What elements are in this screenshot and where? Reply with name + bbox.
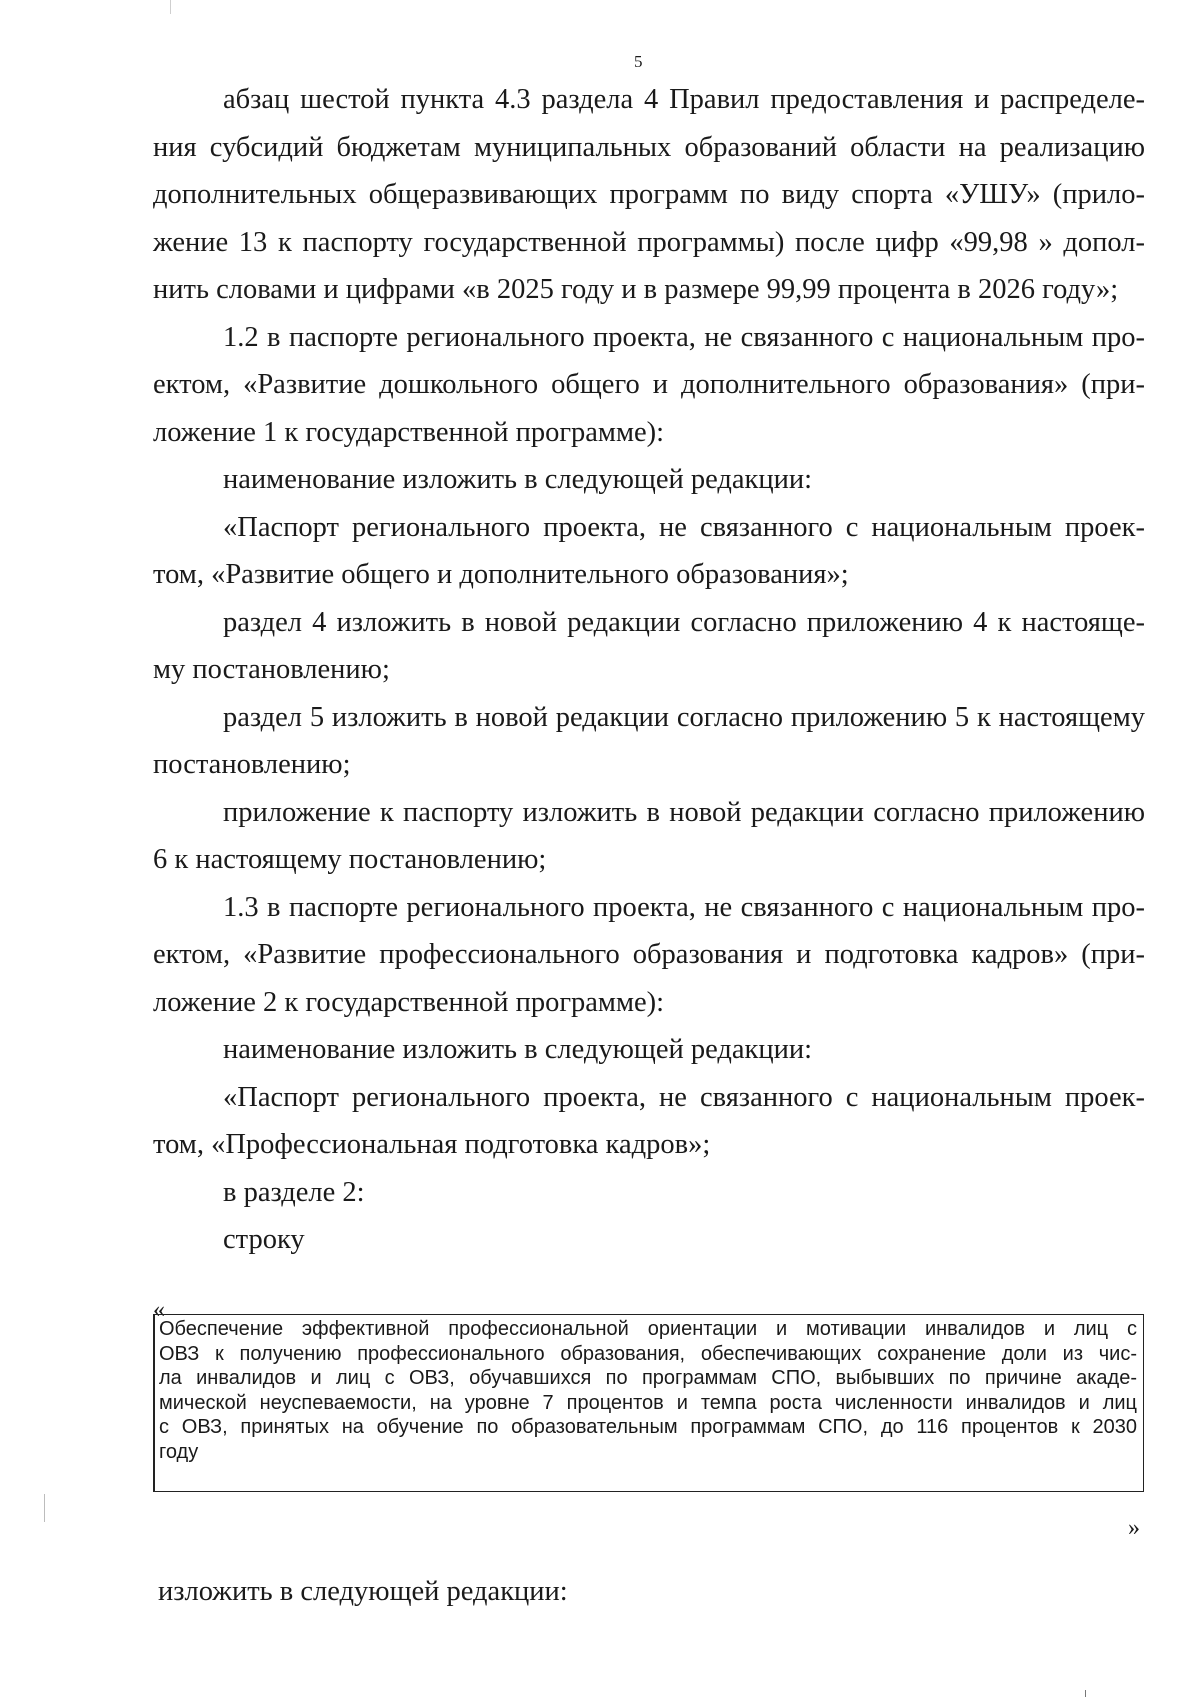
text-line: ектом, «Развитие профессионального образования и подготовка кадров» (при- xyxy=(153,939,1145,970)
text-line: наименование изложить в следующей редакции: xyxy=(223,464,813,495)
text-line: ложение 2 к государственной программе): xyxy=(153,986,665,1018)
text-line: приложение к паспорту изложить в новой редакции согласно приложению xyxy=(223,796,1145,828)
paragraph-row-label xyxy=(153,1216,1145,1264)
paragraph-passport-name-2 xyxy=(153,1074,1145,1169)
text-line: ложение 1 к государственной программе): xyxy=(153,416,665,448)
paragraph-section-2 xyxy=(153,1169,1145,1217)
table-cell-line: с ОВЗ, принятых на обучение по образовательным программам СПО, до 116 процентов к 2030 xyxy=(159,1416,1137,1439)
paragraph-item-1-2 xyxy=(153,314,1145,457)
quote-open-mark: « xyxy=(153,1297,165,1323)
table-row-cell xyxy=(153,1314,1144,1492)
paragraph-section-4 xyxy=(153,599,1145,694)
text-line: ния субсидий бюджетам муниципальных образований области на реализацию xyxy=(153,131,1145,163)
text-line: дополнительных общеразвивающих программ по виду спорта «УШУ» (прило- xyxy=(153,179,1145,210)
table-cell-line: мической неуспеваемости, на уровне 7 процентов и темпа роста численности инвалидов и лиц xyxy=(159,1391,1137,1414)
scan-mark-left xyxy=(44,1494,45,1522)
scan-mark-bottom xyxy=(1085,1690,1086,1697)
text-line: жение 13 к паспорту государственной программы) после цифр «99,98 » допол- xyxy=(153,226,1145,258)
text-line: раздел 5 изложить в новой редакции согласно приложению 5 к настоящему xyxy=(223,701,1145,733)
text-line: ектом, «Развитие дошкольного общего и дополнительного образования» (при- xyxy=(153,369,1145,400)
paragraph-passport-appendix xyxy=(153,789,1145,884)
paragraph-subsidy-rules xyxy=(153,76,1145,314)
text-line: абзац шестой пункта 4.3 раздела 4 Правил предоставления и распределе- xyxy=(223,84,1145,115)
paragraph-section-5 xyxy=(153,694,1145,789)
text-line: том, «Профессиональная подготовка кадров»; xyxy=(153,1129,711,1160)
page-number: 5 xyxy=(634,52,643,71)
text-line: раздел 4 изложить в новой редакции согласно приложению 4 к настояще- xyxy=(223,606,1145,638)
text-line: постановлению; xyxy=(153,749,351,780)
text-line: том, «Развитие общего и дополнительного образования»; xyxy=(153,559,849,590)
text-line: 1.3 в паспорте регионального проекта, не связанного с национальным про- xyxy=(223,891,1145,923)
table-cell-line: ОВЗ к получению профессионального образования, обеспечивающих сохранение доли из чис- xyxy=(159,1342,1137,1365)
paragraph-passport-name-1 xyxy=(153,504,1145,599)
text-line: «Паспорт регионального проекта, не связанного с национальным проек- xyxy=(223,511,1145,543)
scan-mark-top xyxy=(170,0,171,14)
paragraph-item-1-3 xyxy=(153,884,1145,1027)
table-cell-line: ла инвалидов и лиц с ОВЗ, обучавшихся по программам СПО, выбывших по причине акаде- xyxy=(159,1367,1137,1390)
text-line: 6 к настоящему постановлению; xyxy=(153,844,547,875)
document-body xyxy=(153,76,1145,1264)
closing-line: изложить в следующей редакции: xyxy=(158,1576,568,1607)
text-line: наименование изложить в следующей редакции: xyxy=(223,1034,813,1065)
text-line: 1.2 в паспорте регионального проекта, не связанного с национальным про- xyxy=(223,321,1145,353)
paragraph-name-edit xyxy=(153,456,1145,504)
paragraph-name-edit-2 xyxy=(153,1026,1145,1074)
quote-close-mark: » xyxy=(1128,1515,1140,1541)
text-line: строку xyxy=(223,1224,305,1255)
table-cell-line: году xyxy=(159,1440,199,1463)
table-cell-line: Обеспечение эффективной профессиональной ориентации и мотивации инвалидов и лиц с xyxy=(159,1318,1137,1340)
text-line: в разделе 2: xyxy=(223,1176,365,1208)
text-line: му постановлению; xyxy=(153,654,390,685)
text-line: «Паспорт регионального проекта, не связанного с национальным проек- xyxy=(223,1081,1145,1113)
text-line: нить словами и цифрами «в 2025 году и в размере 99,99 процента в 2026 году»; xyxy=(153,274,1119,305)
